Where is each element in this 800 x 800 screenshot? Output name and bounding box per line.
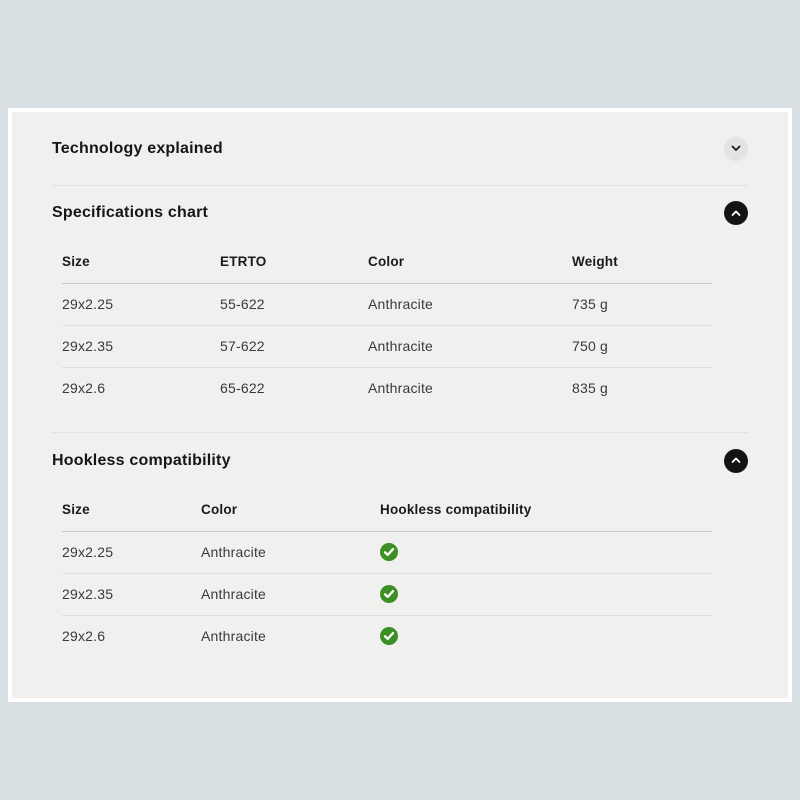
cell-size: 29x2.25 bbox=[62, 531, 201, 573]
table-row bbox=[62, 531, 712, 573]
table-row bbox=[62, 615, 712, 657]
table-row bbox=[62, 283, 712, 325]
specs-card bbox=[8, 108, 792, 702]
specifications-table bbox=[62, 240, 712, 409]
cell-size: 29x2.35 bbox=[62, 325, 220, 367]
cell-color: Anthracite bbox=[201, 628, 267, 645]
collapse-specifications-button[interactable] bbox=[724, 201, 748, 225]
table-row bbox=[62, 325, 712, 367]
cell-weight: 835 g bbox=[572, 380, 609, 397]
chevron-up-icon bbox=[731, 210, 741, 217]
chevron-up-icon bbox=[731, 457, 741, 464]
cell-size: 29x2.6 bbox=[62, 380, 106, 397]
cell-compatibility bbox=[380, 531, 712, 573]
cell-etrto: 65-622 bbox=[220, 380, 265, 397]
cell-color: Anthracite bbox=[201, 531, 380, 573]
table-row bbox=[62, 367, 712, 409]
column-header-hookless: Hookless compatibility bbox=[380, 488, 712, 531]
table-row bbox=[62, 573, 712, 615]
cell-size: 29x2.35 bbox=[62, 573, 201, 615]
cell-etrto: 57-622 bbox=[220, 325, 368, 367]
table-header-row bbox=[62, 240, 712, 283]
check-circle-icon bbox=[380, 585, 398, 603]
cell-compatibility bbox=[380, 615, 712, 657]
accordion-header-technology[interactable] bbox=[52, 112, 748, 186]
section-title: Technology explained bbox=[52, 139, 223, 157]
accordion-header-specifications[interactable] bbox=[52, 186, 748, 240]
column-header-size: Size bbox=[62, 488, 201, 531]
cell-weight: 735 g bbox=[572, 283, 712, 325]
cell-size: 29x2.25 bbox=[62, 283, 220, 325]
column-header-size: Size bbox=[62, 240, 220, 283]
specifications-table-wrap bbox=[52, 240, 748, 409]
section-title: Hookless compatibility bbox=[52, 451, 231, 469]
column-header-color: Color bbox=[368, 240, 572, 283]
accordion-panel bbox=[12, 112, 788, 698]
check-circle-icon bbox=[380, 627, 398, 645]
cell-color: Anthracite bbox=[368, 325, 572, 367]
cell-color: Anthracite bbox=[201, 573, 380, 615]
cell-color: Anthracite bbox=[368, 283, 572, 325]
cell-etrto: 55-622 bbox=[220, 283, 368, 325]
column-header-color: Color bbox=[201, 488, 380, 531]
chevron-down-icon bbox=[731, 145, 741, 152]
hookless-table bbox=[62, 488, 712, 657]
table-header-row bbox=[62, 488, 712, 531]
column-header-weight: Weight bbox=[572, 240, 712, 283]
cell-weight: 750 g bbox=[572, 325, 712, 367]
column-header-etrto: ETRTO bbox=[220, 240, 368, 283]
collapse-hookless-button[interactable] bbox=[724, 449, 748, 473]
accordion-header-hookless[interactable] bbox=[52, 432, 748, 488]
section-title: Specifications chart bbox=[52, 204, 209, 221]
cell-size: 29x2.6 bbox=[62, 628, 106, 645]
cell-color: Anthracite bbox=[368, 380, 434, 397]
cell-compatibility bbox=[380, 573, 712, 615]
check-circle-icon bbox=[380, 543, 398, 561]
expand-technology-button[interactable] bbox=[724, 137, 748, 161]
